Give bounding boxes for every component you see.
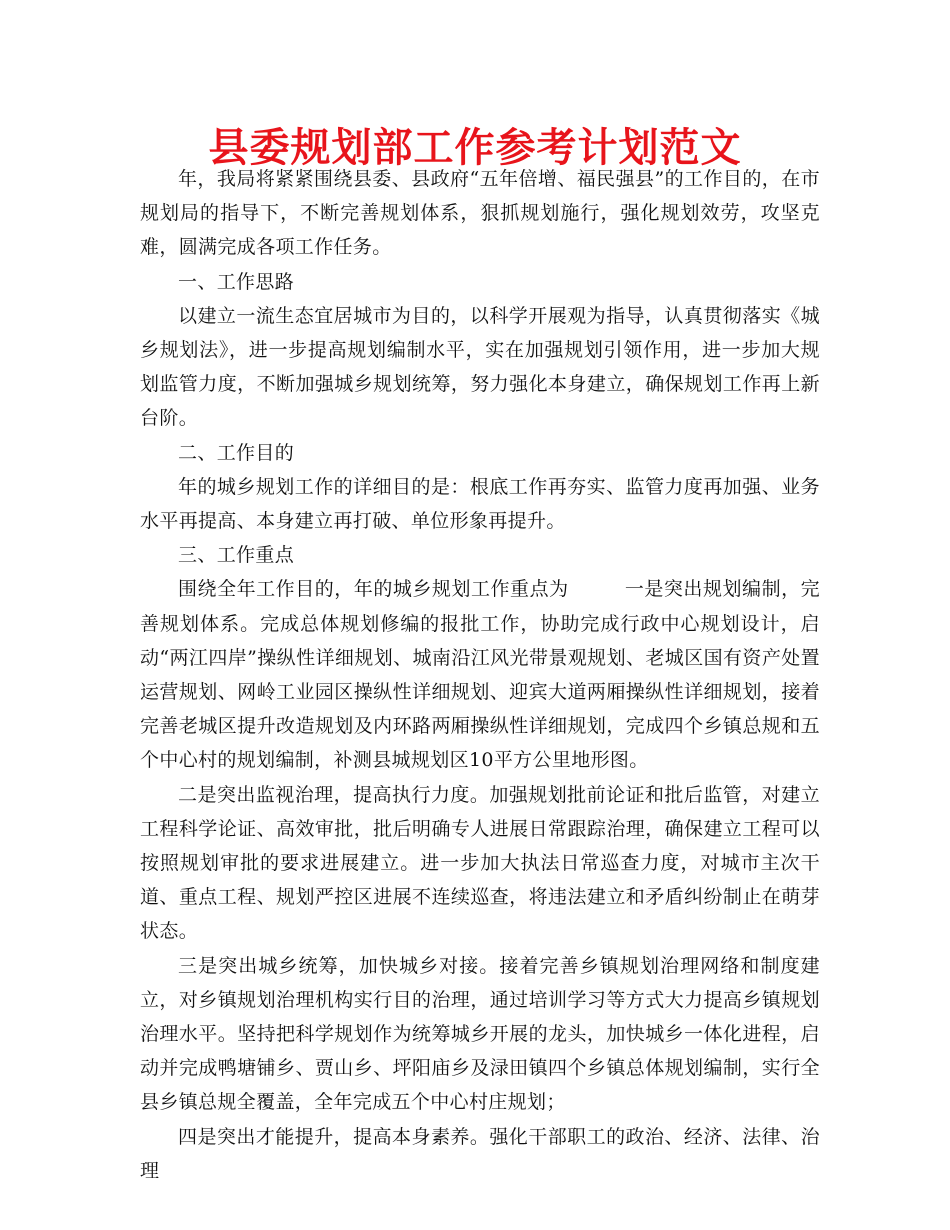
focus-paragraph-rest: 一是突出规划编制，完善规划体系。完成总体规划修编的报批工作，协助完成行政中心规划设计，启动“两江四岸”操纵性详细规划、城南沿江风光带景观规划、老城区国有资产处置运营规划、网岭工业园区操纵性详细规划、迎宾大道两厢操纵性详细规划，接着完善老城区提升改造规划及内环路两厢操纵性详细规划，完成四个乡镇总规和五个中心村的规划编制，补测县城规划区10平方公里地形图。 bbox=[140, 578, 820, 772]
intro-paragraph: 年，我局将紧紧围绕县委、县政府“五年倍增、福民强县”的工作目的，在市规划局的指导下，不断完善规划体系，狠抓规划施行，强化规划效劳，攻坚克难，圆满完成各项工作任务。 bbox=[140, 168, 820, 259]
section-heading-approach: 一、工作思路 bbox=[178, 270, 295, 293]
section-heading-focus: 三、工作重点 bbox=[178, 544, 295, 567]
focus-paragraph-lead: 围绕全年工作目的，年的城乡规划工作重点为 bbox=[178, 578, 569, 601]
supervision-paragraph: 二是突出监视治理，提高执行力度。加强规划批前论证和批后监管，对建立工程科学论证、高效审批，批后明确专人进展日常跟踪治理，确保建立工程可以按照规划审批的要求进展建立。进一步加大执法日常巡查力度，对城市主次干道、重点工程、规划严控区进展不连续巡查，将违法建立和矛盾纠纷制止在萌芽状态。 bbox=[140, 783, 820, 943]
focus-paragraph bbox=[140, 572, 820, 777]
urban-rural-paragraph: 三是突出城乡统筹，加快城乡对接。接着完善乡镇规划治理网络和制度建立，对乡镇规划治理机构实行目的治理，通过培训学习等方式大力提高乡镇规划治理水平。坚持把科学规划作为统筹城乡开展的龙头，加快城乡一体化进程，启动并完成鸭塘铺乡、贾山乡、坪阳庙乡及渌田镇四个乡镇总体规划编制，实行全县乡镇总规全覆盖，全年完成五个中心村庄规划； bbox=[140, 954, 820, 1114]
capability-paragraph: 四是突出才能提升，提高本身素养。强化干部职工的政治、经济、法律、治理 bbox=[140, 1125, 820, 1182]
document-body bbox=[140, 162, 820, 1188]
section-heading-goals: 二、工作目的 bbox=[178, 441, 295, 464]
goals-paragraph: 年的城乡规划工作的详细目的是：根底工作再夯实、监管力度再加强、业务水平再提高、本身建立再打破、单位形象再提升。 bbox=[140, 475, 820, 533]
approach-paragraph: 以建立一流生态宜居城市为目的，以科学开展观为指导，认真贯彻落实《城乡规划法》，进一步提高规划编制水平，实在加强规划引领作用，进一步加大规划监管力度，不断加强城乡规划统筹，努力强化本身建立，确保规划工作再上新台阶。 bbox=[140, 304, 820, 430]
document-title: 县委规划部工作参考计划范文 bbox=[208, 125, 742, 171]
